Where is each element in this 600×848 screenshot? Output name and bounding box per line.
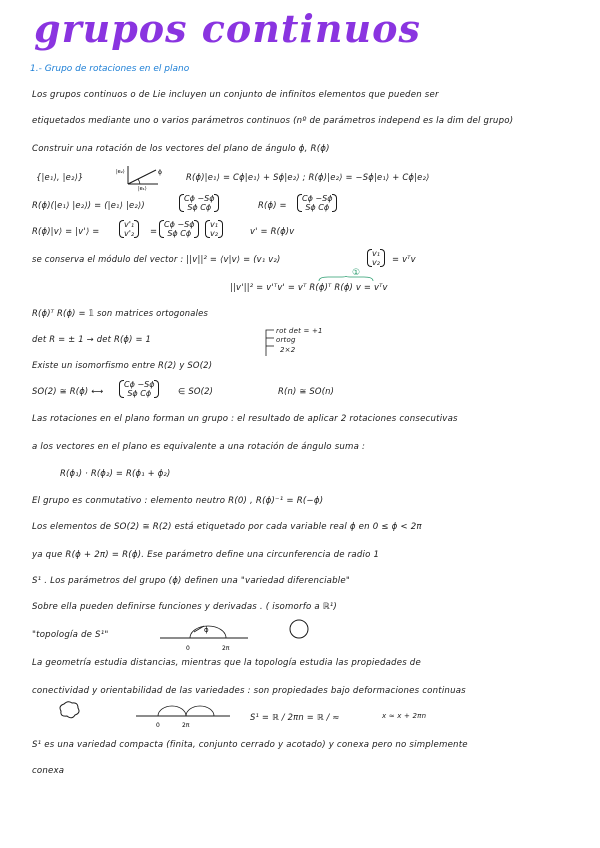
- equals-sign: =: [150, 226, 158, 236]
- iso-line-2: SO(2) ≅ R(ϕ) ⟷: [32, 386, 104, 396]
- text-line: conexa: [32, 766, 65, 776]
- vector-rhs: v' = R(ϕ)v: [250, 226, 295, 236]
- text-line: a los vectores en el plano es equivalente a una rotación de ángulo suma :: [32, 442, 366, 452]
- composition: R(ϕ₁) · R(ϕ₂) = R(ϕ₁ + ϕ₂): [60, 468, 171, 478]
- rotation-matrix-2: Cϕ −Sϕ Sϕ Cϕ: [302, 194, 333, 212]
- v-vector-2: v₁ v₂: [372, 249, 380, 267]
- rotation-matrix-3: Cϕ −Sϕ Sϕ Cϕ: [164, 220, 195, 238]
- iso-right: R(n) ≅ SO(n): [278, 386, 335, 396]
- text-line: Construir una rotación de los vectores del plano de ángulo ϕ, R(ϕ): [32, 144, 330, 154]
- e1-label: |e₁⟩: [138, 186, 147, 192]
- page-title: grupos continuos: [34, 6, 421, 51]
- norm-tail: = vᵀv: [392, 254, 416, 264]
- det-note: 2×2: [280, 346, 296, 354]
- text-line: S¹ . Los parámetros del grupo (ϕ) definen una "variedad diferenciable": [32, 576, 351, 586]
- iso-tail: ∈ SO(2): [178, 386, 214, 396]
- text-line: El grupo es conmutativo : elemento neutro R(0) , R(ϕ)⁻¹ = R(−ϕ): [32, 496, 324, 506]
- parameter-line-arcs: [136, 700, 232, 730]
- axis-label-zero: 0: [156, 722, 160, 729]
- text-line: etiquetados mediante uno o varios parámetros continuos (nº de parámetros independ es la dim del grupo): [32, 116, 514, 126]
- text-line: S¹ es una variedad compacta (finita, conjunto cerrado y acotado) y conexa pero no simplemente: [32, 740, 468, 750]
- axis-label-zero: 0: [186, 645, 190, 652]
- det-bracket: [262, 328, 276, 358]
- axis-label-2pi: 2π: [182, 722, 190, 729]
- quotient-line: S¹ = ℝ / 2πn = ℝ / ≈: [250, 712, 340, 722]
- rotation-diagram: [118, 164, 178, 190]
- e2-label: |e₂⟩: [116, 169, 125, 175]
- section-heading: 1.- Grupo de rotaciones en el plano: [30, 64, 190, 74]
- text-line: conectividad y orientabilidad de las variedades : son propiedades bajo deformaciones continuas: [32, 686, 466, 696]
- blob-shape: [58, 700, 82, 720]
- topology-label: "topología de S¹": [32, 630, 109, 640]
- row-basis: R(ϕ)(|e₁⟩ |e₂⟩) = (|e₁⟩ |e₂⟩): [32, 200, 145, 210]
- note-one: ①: [352, 268, 361, 278]
- svg-text:ϕ: ϕ: [204, 626, 209, 634]
- text-line: Los grupos continuos o de Lie incluyen un conjunto de infinitos elementos que pueden ser: [32, 90, 439, 100]
- text-line: Las rotaciones en el plano forman un grupo : el resultado de aplicar 2 rotaciones consecutivas: [32, 414, 458, 424]
- phi-label: ϕ: [158, 169, 162, 176]
- rotation-matrix: Cϕ −Sϕ Sϕ Cϕ: [184, 194, 215, 212]
- norm-line: se conserva el módulo del vector : ||v||² = ⟨v|v⟩ = (v₁ v₂): [32, 254, 281, 264]
- vector-lhs: R(ϕ)|v⟩ = |v'⟩ =: [32, 226, 100, 236]
- det-note: ortog: [276, 336, 296, 344]
- rotation-equations: R(ϕ)|e₁⟩ = Cϕ|e₁⟩ + Sϕ|e₂⟩ ; R(ϕ)|e₂⟩ = −Sϕ|e₁⟩ + Cϕ|e₂⟩: [186, 172, 430, 182]
- parameter-line-sketch: [160, 620, 250, 654]
- det-line: det R = ± 1 → det R(ϕ) = 1: [32, 334, 152, 344]
- text-line: La geometría estudia distancias, mientras que la topología estudia las propiedades de: [32, 658, 421, 668]
- text-line: Sobre ella pueden definirse funciones y derivadas . ( isomorfo a ℝ¹): [32, 602, 337, 612]
- iso-line: Existe un isomorfismo entre R(2) y SO(2): [32, 360, 213, 370]
- circle-s1: [288, 618, 310, 640]
- equivalence: x ≈ x + 2πn: [382, 712, 427, 720]
- basis-set: {|e₁⟩, |e₂⟩}: [36, 172, 84, 182]
- iso-matrix: Cϕ −Sϕ Sϕ Cϕ: [124, 380, 155, 398]
- vprime-vector: v'₁ v'₂: [124, 220, 135, 238]
- orthogonal-line: R(ϕ)ᵀ R(ϕ) = 𝟙 son matrices ortogonales: [32, 308, 209, 318]
- axis-label-2pi: 2π: [222, 645, 230, 652]
- det-note: rot det = +1: [276, 327, 323, 335]
- text-line: ya que R(ϕ + 2π) = R(ϕ). Ese parámetro define una circunferencia de radio 1: [32, 550, 380, 560]
- v-vector: v₁ v₂: [210, 220, 218, 238]
- norm-line-2: ||v'||² = v'ᵀv' = vᵀ R(ϕ)ᵀ R(ϕ) v = vᵀv: [230, 282, 388, 292]
- text-line: Los elementos de SO(2) ≅ R(2) está etiquetado por cada variable real ϕ en 0 ≤ ϕ < 2π: [32, 522, 422, 532]
- matrix-label: R(ϕ) =: [258, 200, 287, 210]
